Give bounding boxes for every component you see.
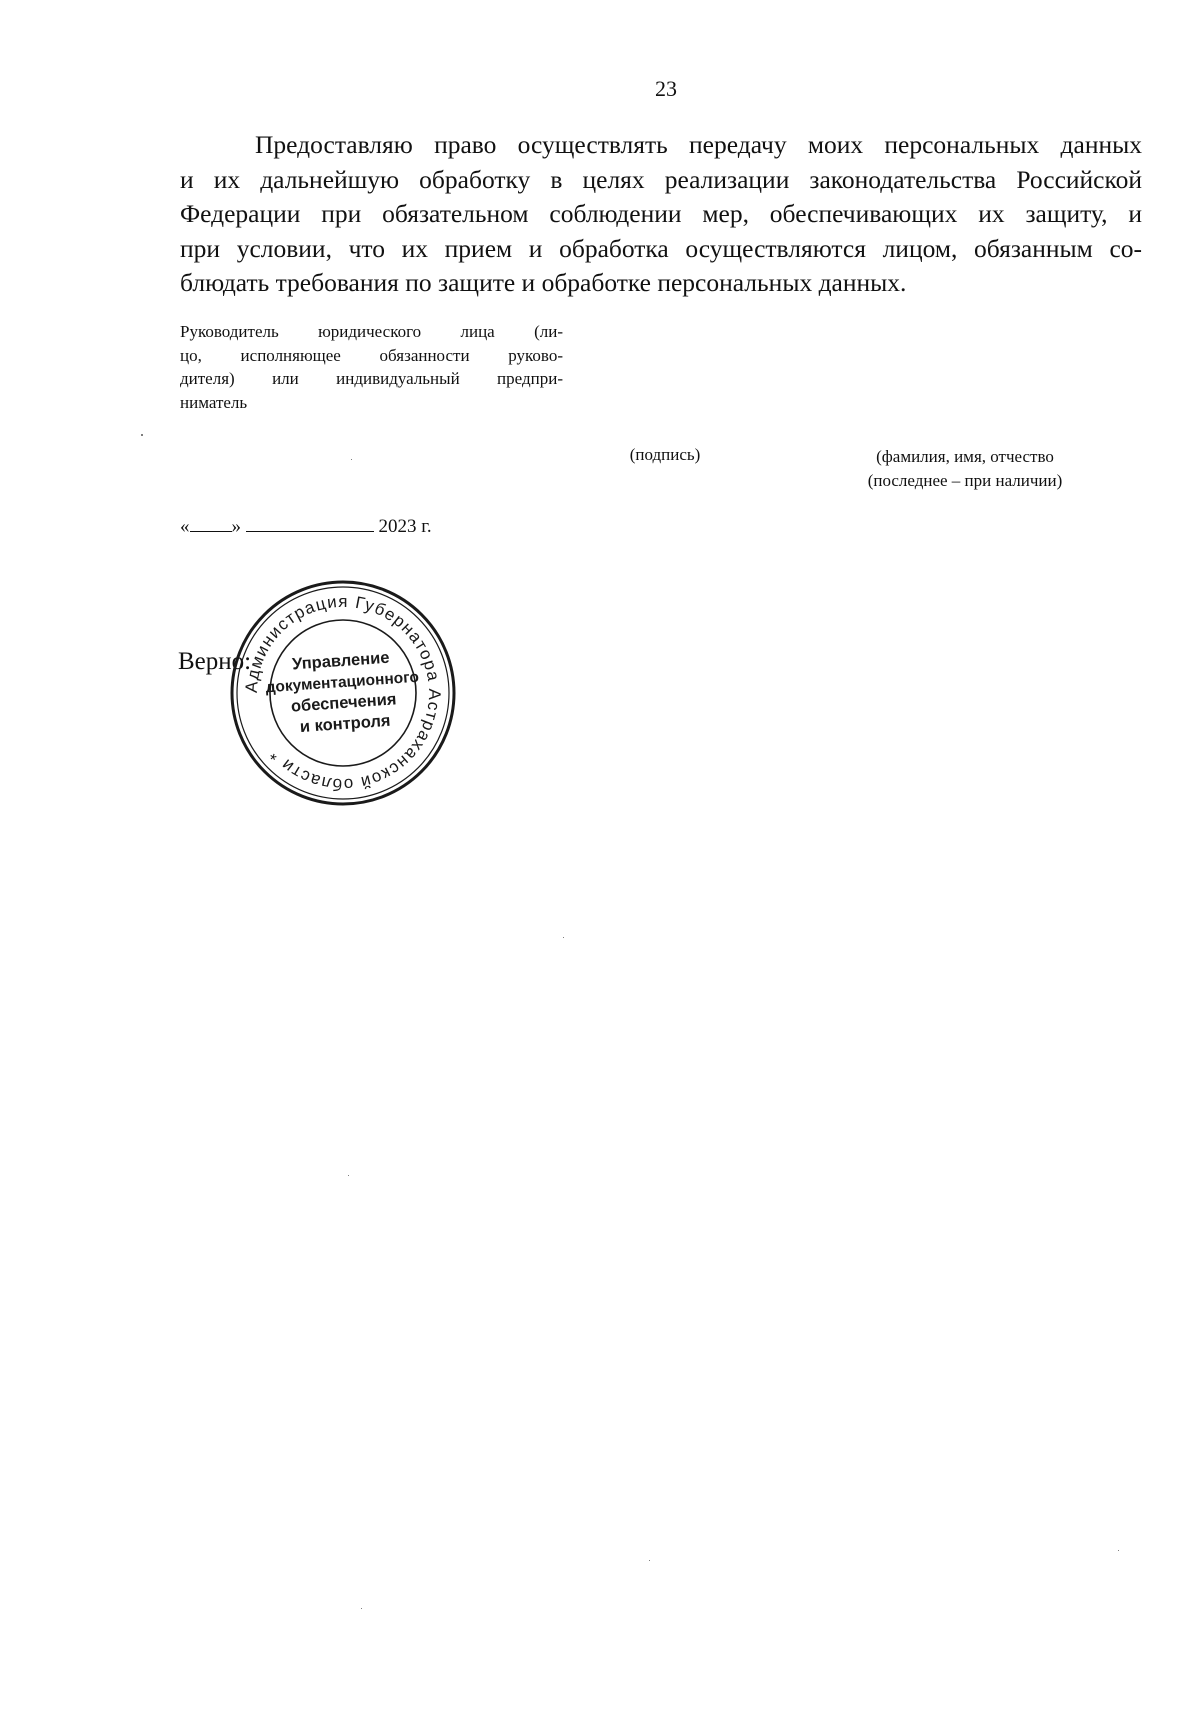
date-year: 2023 г. xyxy=(378,516,432,537)
scan-speck xyxy=(348,1175,349,1176)
consent-line: и их дальнейшую обработку в целях реализации законодательства Российской xyxy=(180,164,1142,194)
date-close-quote: » xyxy=(231,516,241,537)
consent-line: Предоставляю право осуществлять передачу моих персональных данных xyxy=(255,130,1142,159)
date-open-quote: « xyxy=(180,516,190,537)
stamp-ring-text: Администрация Губернатора Астраханской области * xyxy=(241,591,445,795)
stamp-center-line: Управление xyxy=(291,648,391,674)
consent-line: блюдать требования по защите и обработке персональных данных. xyxy=(180,268,907,297)
signer-description xyxy=(180,320,563,414)
date-line xyxy=(180,513,432,538)
stamp-seal-graphic xyxy=(228,578,458,808)
consent-line: при условии, что их прием и обработка осуществляются лицом, обязанным со- xyxy=(180,233,1142,263)
full-name-caption-line: (фамилия, имя, отчество xyxy=(876,447,1054,466)
scan-speck xyxy=(649,1560,650,1561)
scan-speck xyxy=(361,1608,362,1609)
stamp-center-line: обеспечения xyxy=(290,690,398,716)
signer-line: ниматель xyxy=(180,392,248,412)
stamp-center-line: документационного xyxy=(265,668,420,697)
page-number: 23 xyxy=(655,76,677,101)
scan-speck xyxy=(1118,1550,1119,1551)
signature-caption: (подпись) xyxy=(629,445,701,464)
certified-mark: Верно: xyxy=(178,648,252,675)
official-stamp xyxy=(228,578,458,808)
consent-paragraph xyxy=(180,128,1142,301)
scan-speck xyxy=(563,937,564,938)
full-name-caption xyxy=(830,445,1100,492)
scan-speck xyxy=(351,459,352,460)
day-blank xyxy=(190,513,232,532)
consent-line: Федерации при обязательном соблюдении мер, обеспечивающих их защиту, и xyxy=(180,199,1142,228)
signer-line: цо, исполняющее обязанности руково- xyxy=(180,345,563,365)
scan-speck xyxy=(141,434,143,436)
stamp-center-line: и контроля xyxy=(299,711,392,737)
signer-line: Руководитель юридического лица (ли- xyxy=(180,322,563,341)
signer-line: дителя) или индивидуальный предпри- xyxy=(180,369,563,388)
month-blank xyxy=(246,513,374,532)
full-name-caption-line: (последнее – при наличии) xyxy=(867,470,1063,490)
